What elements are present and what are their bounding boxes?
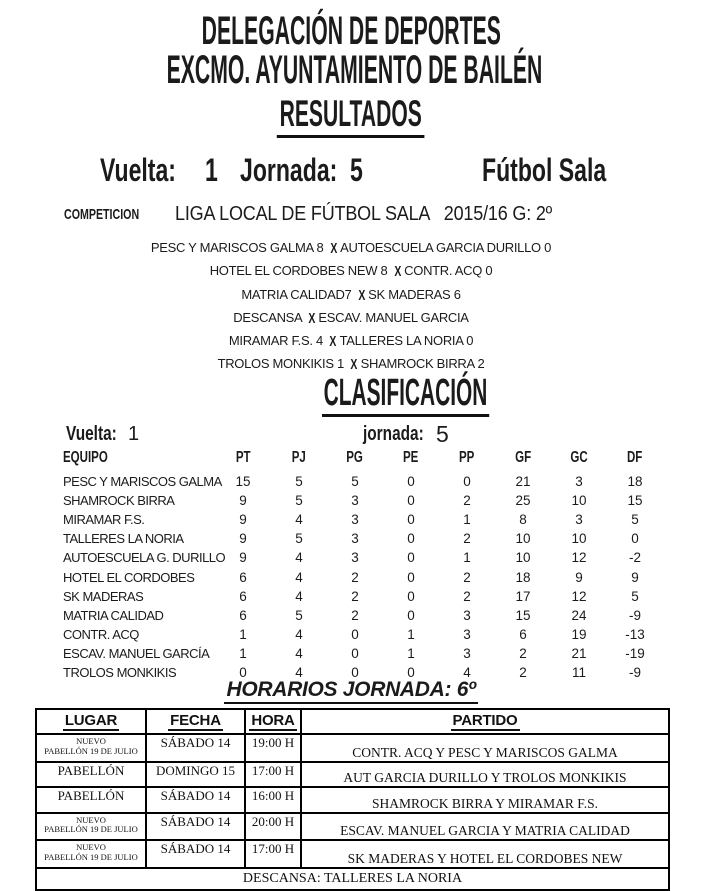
schedule-row	[36, 840, 669, 868]
classification-stat-gf: 17	[515, 588, 531, 604]
classification-stat-gc: 3	[575, 474, 583, 490]
venue-line: PABELLÓN 19 DE JULIO	[44, 745, 138, 756]
venue-line: PABELLÓN 19 DE JULIO	[44, 851, 138, 862]
classification-stat-df: -9	[628, 607, 641, 623]
classification-column-label: EQUIPO	[63, 449, 108, 466]
schedule-column-lugar	[36, 709, 146, 734]
schedule-column-hora-label: HORA	[251, 712, 295, 729]
classification-team-name: PESC Y MARISCOS GALMA	[63, 474, 222, 490]
schedule-match-cell: SHAMROCK BIRRA Y MIRAMAR F.S.	[301, 787, 669, 813]
classification-stat-pj: 4	[295, 588, 303, 604]
classification-stat-pg: 0	[351, 626, 359, 642]
classification-stat-pt: 6	[239, 588, 247, 604]
classification-row	[63, 625, 663, 644]
schedule-venue-cell	[36, 813, 146, 841]
classification-stat-pe: 0	[407, 493, 415, 509]
classification-jornada-label: jornada:	[363, 423, 424, 445]
classification-round-line	[0, 422, 702, 446]
classification-stat-pe: 0	[407, 512, 415, 528]
classification-stat-pe: 0	[407, 474, 415, 490]
org-title-line2: EXCMO. AYUNTAMIENTO DE BAILÉN	[166, 48, 543, 92]
schedule-match-cell: ESCAV. MANUEL GARCIA Y MATRIA CALIDAD	[301, 813, 669, 841]
classification-stat-pj: 4	[295, 664, 303, 680]
classification-column-header	[439, 449, 495, 467]
classification-stat-gc: 19	[571, 626, 587, 642]
classification-stat-pj: 4	[295, 550, 303, 566]
classification-stat-pj: 5	[295, 474, 303, 490]
schedule-time-cell: 16:00 H	[245, 787, 301, 813]
schedule-row	[36, 813, 669, 841]
classification-stat-df: -2	[628, 550, 641, 566]
schedule-table	[35, 708, 670, 891]
classification-stat-pj: 4	[295, 569, 303, 585]
classification-stat-pp: 2	[463, 493, 471, 509]
classification-stat-pp: 2	[463, 531, 471, 547]
classification-stat-pg: 2	[351, 588, 359, 604]
classification-stat-gf: 10	[515, 531, 531, 547]
match-right-team-score: AUTOESCUELA GARCIA DURILLO 0	[340, 240, 552, 255]
classification-team-name: SHAMROCK BIRRA	[63, 493, 175, 509]
sport-label: Fútbol Sala	[482, 152, 607, 188]
classification-team-name: MIRAMAR F.S.	[63, 512, 145, 528]
classification-stat-gc: 12	[571, 588, 587, 604]
classification-column-label: PT	[235, 449, 251, 466]
classification-stat-gf: 2	[519, 645, 527, 661]
schedule-date-cell: SÁBADO 14	[146, 840, 245, 868]
match-right-team-score: SHAMROCK BIRRA 2	[360, 356, 485, 372]
classification-stat-gf: 10	[515, 550, 531, 566]
classification-team-name: CONTR. ACQ	[63, 626, 139, 642]
classification-stat-gc: 21	[571, 645, 587, 661]
match-left-team-score: MATRIA CALIDAD7	[241, 286, 352, 302]
classification-stat-pt: 9	[239, 531, 247, 547]
competition-label: COMPETICION	[64, 206, 140, 223]
classification-stat-df: 5	[631, 588, 639, 604]
match-right-team-score: SK MADERAS 6	[368, 286, 461, 302]
classification-column-label: PP	[459, 449, 475, 466]
classification-stat-gf: 18	[515, 569, 531, 585]
classification-stat-pp: 1	[463, 550, 471, 566]
venue-line: PABELLÓN 19 DE JULIO	[44, 824, 138, 834]
classification-body	[63, 472, 663, 682]
classification-title: CLASIFICACIÓN	[322, 374, 489, 417]
classification-stat-pj: 5	[295, 493, 303, 509]
schedule-date-cell: SÁBADO 14	[146, 734, 245, 762]
classification-stat-pg: 2	[351, 569, 359, 585]
org-title-line1: DELEGACIÓN DE DEPORTES	[201, 9, 501, 53]
jornada-label: Jornada:	[240, 152, 338, 188]
schedule-date-cell: SÁBADO 14	[146, 787, 245, 813]
classification-stat-gf: 25	[515, 493, 531, 509]
classification-stat-pj: 5	[295, 607, 303, 623]
classification-stat-df: 15	[627, 493, 643, 509]
schedule-time-cell: 20:00 H	[245, 813, 301, 841]
classification-row	[63, 606, 663, 625]
classification-header-row	[63, 449, 663, 466]
classification-team-name: AUTOESCUELA G. DURILLO	[63, 550, 226, 566]
classification-stat-gc: 12	[571, 550, 587, 566]
classification-row	[63, 587, 663, 606]
schedule-row	[36, 734, 669, 762]
classification-column-label: GC	[570, 449, 588, 466]
schedule-venue-cell	[36, 787, 146, 813]
classification-column-header	[215, 449, 271, 467]
classification-team-name: MATRIA CALIDAD	[63, 607, 164, 623]
classification-row	[63, 510, 663, 529]
classification-stat-df: 5	[631, 512, 639, 528]
classification-column-header	[607, 449, 663, 467]
classification-stat-pt: 1	[239, 626, 247, 642]
match-left-team-score: DESCANSA	[233, 309, 302, 325]
classification-column-label: PE	[403, 449, 419, 466]
classification-stat-df: -13	[625, 626, 645, 642]
classification-stat-pt: 6	[239, 569, 247, 585]
vuelta-value: 1	[205, 152, 218, 188]
classification-stat-pj: 4	[295, 645, 303, 661]
classification-stat-gc: 9	[575, 569, 583, 585]
classification-row	[63, 548, 663, 567]
schedule-time-cell: 17:00 H	[245, 762, 301, 788]
classification-stat-pt: 9	[239, 512, 247, 528]
classification-stat-pt: 1	[239, 645, 247, 661]
round-line	[0, 153, 702, 187]
match-separator-x: X	[358, 287, 365, 304]
schedule-title-wrap	[0, 679, 702, 701]
classification-stat-pe: 0	[407, 607, 415, 623]
org-title-line2-wrap	[0, 50, 702, 90]
classification-table	[63, 449, 663, 682]
results-list	[0, 236, 702, 376]
match-result	[0, 259, 702, 282]
classification-stat-pp: 2	[463, 569, 471, 585]
classification-stat-gc: 10	[571, 493, 587, 509]
classification-column-label: PG	[346, 449, 364, 466]
schedule-match-cell: CONTR. ACQ Y PESC Y MARISCOS GALMA	[301, 734, 669, 762]
match-left-team-score: MIRAMAR F.S. 4	[228, 333, 323, 349]
classification-stat-df: -9	[628, 664, 641, 680]
classification-row	[63, 644, 663, 663]
classification-stat-df: -19	[625, 645, 645, 661]
match-result	[0, 329, 702, 352]
competition-season: 2015/16 G: 2º	[443, 203, 553, 225]
classification-column-label: GF	[515, 449, 531, 466]
classification-stat-gc: 3	[575, 512, 583, 528]
schedule-match-cell: AUT GARCIA DURILLO Y TROLOS MONKIKIS	[301, 762, 669, 788]
classification-stat-pe: 0	[407, 664, 415, 680]
schedule-date-cell: SÁBADO 14	[146, 813, 245, 841]
classification-team-name: TROLOS MONKIKIS	[63, 664, 177, 680]
classification-row	[63, 529, 663, 548]
classification-stat-pg: 2	[351, 607, 359, 623]
schedule-footer-row	[36, 868, 669, 890]
schedule-match-cell: SK MADERAS Y HOTEL EL CORDOBES NEW	[301, 840, 669, 868]
classification-team-name: HOTEL EL CORDOBES	[63, 569, 195, 585]
vuelta-label: Vuelta:	[100, 152, 176, 188]
classification-column-header	[271, 449, 327, 467]
match-result	[0, 236, 702, 259]
classification-column-label: PJ	[291, 449, 307, 466]
classification-stat-pp: 0	[463, 474, 471, 490]
classification-stat-gf: 6	[519, 626, 527, 642]
schedule-time-cell: 19:00 H	[245, 734, 301, 762]
classification-team-name: TALLERES LA NORIA	[63, 531, 184, 547]
classification-stat-pt: 0	[239, 664, 247, 680]
classification-stat-pg: 5	[351, 474, 359, 490]
schedule-column-partido	[301, 709, 669, 734]
venue-line: NUEVO	[76, 814, 106, 825]
results-title-wrap	[0, 95, 702, 138]
classification-stat-pp: 4	[463, 664, 471, 680]
match-separator-x: X	[394, 264, 401, 281]
match-right-team-score: TALLERES LA NORIA 0	[339, 333, 474, 349]
classification-stat-pe: 0	[407, 588, 415, 604]
classification-stat-pt: 9	[239, 493, 247, 509]
classification-column-header	[63, 449, 215, 467]
schedule-column-lugar-label: LUGAR	[64, 712, 118, 729]
classification-column-header	[383, 449, 439, 467]
classification-stat-gc: 24	[571, 607, 587, 623]
classification-row	[63, 472, 663, 491]
schedule-venue-cell	[36, 762, 146, 788]
match-left-team-score: TROLOS MONKIKIS 1	[217, 356, 344, 372]
classification-stat-pe: 0	[407, 569, 415, 585]
venue-line: NUEVO	[76, 736, 106, 746]
schedule-column-partido-label: PARTIDO	[452, 712, 518, 729]
venue-line: PABELLÓN	[57, 762, 125, 778]
classification-column-header	[495, 449, 551, 467]
classification-stat-pp: 3	[463, 607, 471, 623]
classification-stat-gc: 11	[571, 664, 586, 680]
schedule-footer-note: DESCANSA: TALLERES LA NORIA	[36, 868, 669, 890]
classification-stat-df: 18	[627, 474, 643, 490]
classification-stat-pt: 9	[239, 550, 247, 566]
classification-stat-pe: 1	[407, 645, 415, 661]
classification-stat-pe: 1	[407, 626, 415, 642]
schedule-time-cell: 17:00 H	[245, 840, 301, 868]
competition-name-wrap	[175, 203, 552, 226]
classification-row	[63, 567, 663, 586]
match-result	[0, 306, 702, 329]
schedule-row	[36, 762, 669, 788]
match-left-team-score: PESC Y MARISCOS GALMA 8	[150, 240, 324, 255]
venue-line: NUEVO	[76, 842, 106, 852]
classification-stat-gf: 15	[515, 607, 531, 623]
classification-stat-pj: 5	[295, 531, 303, 547]
classification-column-header	[327, 449, 383, 467]
classification-jornada-value: 5	[436, 421, 449, 447]
classification-column-header	[551, 449, 607, 467]
match-separator-x: X	[330, 241, 337, 257]
match-separator-x: X	[350, 357, 358, 374]
competition-name: LIGA LOCAL DE FÚTBOL SALA	[175, 203, 431, 225]
classification-stat-pt: 15	[235, 474, 251, 490]
venue-line: PABELLÓN	[57, 788, 125, 803]
schedule-venue-cell	[36, 840, 146, 868]
schedule-header-row	[36, 709, 669, 734]
classification-row	[63, 491, 663, 510]
match-right-team-score: CONTR. ACQ 0	[404, 263, 493, 279]
classification-stat-gc: 10	[571, 531, 587, 547]
classification-stat-gf: 2	[519, 664, 527, 680]
classification-stat-df: 9	[631, 569, 639, 585]
schedule-title: HORARIOS JORNADA: 6º	[224, 678, 477, 704]
classification-stat-pg: 3	[351, 531, 359, 547]
schedule-date-cell: DOMINGO 15	[146, 762, 245, 788]
jornada-value: 5	[350, 152, 363, 188]
schedule-column-hora	[245, 709, 301, 734]
match-result	[0, 283, 702, 306]
classification-team-name: SK MADERAS	[63, 588, 144, 604]
classification-stat-pg: 0	[351, 664, 359, 680]
classification-stat-pp: 1	[463, 512, 471, 528]
classification-stat-pg: 0	[351, 645, 359, 661]
classification-stat-pp: 2	[463, 588, 471, 604]
classification-stat-pg: 3	[351, 512, 359, 528]
match-separator-x: X	[329, 334, 337, 351]
schedule-column-fecha-label: FECHA	[170, 712, 221, 729]
schedule-row	[36, 787, 669, 813]
match-right-team-score: ESCAV. MANUEL GARCIA	[318, 309, 469, 325]
classification-stat-pg: 3	[351, 493, 359, 509]
classification-stat-pj: 4	[295, 512, 303, 528]
classification-stat-pe: 0	[407, 531, 415, 547]
classification-stat-pp: 3	[463, 626, 471, 642]
schedule-venue-cell	[36, 734, 146, 762]
classification-stat-df: 0	[631, 531, 639, 547]
match-left-team-score: HOTEL EL CORDOBES NEW 8	[209, 263, 388, 279]
org-title-line1-wrap	[0, 11, 702, 51]
classification-vuelta-value: 1	[128, 423, 140, 445]
classification-vuelta-label: Vuelta:	[66, 423, 117, 445]
classification-stat-pp: 3	[463, 645, 471, 661]
schedule-body	[36, 734, 669, 868]
match-separator-x: X	[308, 310, 316, 327]
results-title: RESULTADOS	[277, 95, 425, 138]
classification-stat-pt: 6	[239, 607, 247, 623]
schedule-column-fecha	[146, 709, 245, 734]
classification-team-name: ESCAV. MANUEL GARCÍA	[63, 645, 210, 661]
classification-stat-pj: 4	[295, 626, 303, 642]
classification-stat-gf: 8	[519, 512, 527, 528]
classification-stat-pg: 3	[351, 550, 359, 566]
classification-column-label: DF	[627, 449, 643, 466]
classification-stat-gf: 21	[515, 474, 531, 490]
classification-stat-pe: 0	[407, 550, 415, 566]
